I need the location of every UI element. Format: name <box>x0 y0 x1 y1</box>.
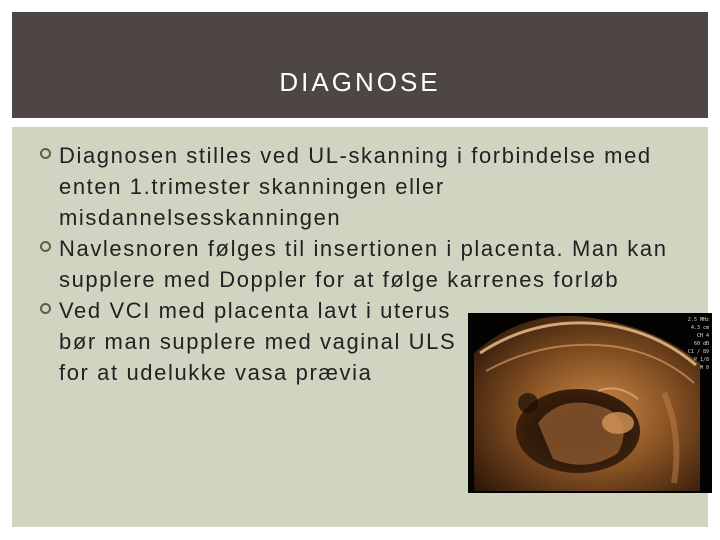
title-bar <box>12 12 708 118</box>
readout-line: 60 dB <box>693 341 709 347</box>
scan-readout <box>688 316 709 372</box>
bullet-text: Diagnosen stilles ved UL-skanning i forbindelse med enten 1.trimester skanningen eller misdannelsesskanningen <box>59 143 652 230</box>
ring-bullet-icon <box>40 303 51 314</box>
readout-line: 4.3 cm <box>690 325 709 331</box>
bullet-text: Ved VCI med placenta lavt i uterus bør man supplere med vaginal ULS for at udelukke vasa prævia <box>59 298 457 385</box>
readout-line: C1 / 89 <box>687 349 709 355</box>
bullet-item <box>34 140 699 233</box>
bullet-item <box>34 233 699 295</box>
readout-line: CH 4 <box>696 333 709 339</box>
readout-line: M 0 <box>699 365 709 371</box>
ring-bullet-icon <box>40 241 51 252</box>
bullet-item <box>34 295 459 388</box>
slide-title: DIAGNOSE <box>279 67 441 97</box>
ring-bullet-icon <box>40 148 51 159</box>
bullet-text: Navlesnoren følges til insertionen i placenta. Man kan supplere med Doppler for at følge karrenes forløb <box>59 236 668 292</box>
ultrasound-image <box>468 313 712 493</box>
readout-line: P 1/8 <box>693 357 709 363</box>
readout-line: 2.5 MHz <box>687 317 709 323</box>
ultrasound-scan <box>468 313 712 493</box>
